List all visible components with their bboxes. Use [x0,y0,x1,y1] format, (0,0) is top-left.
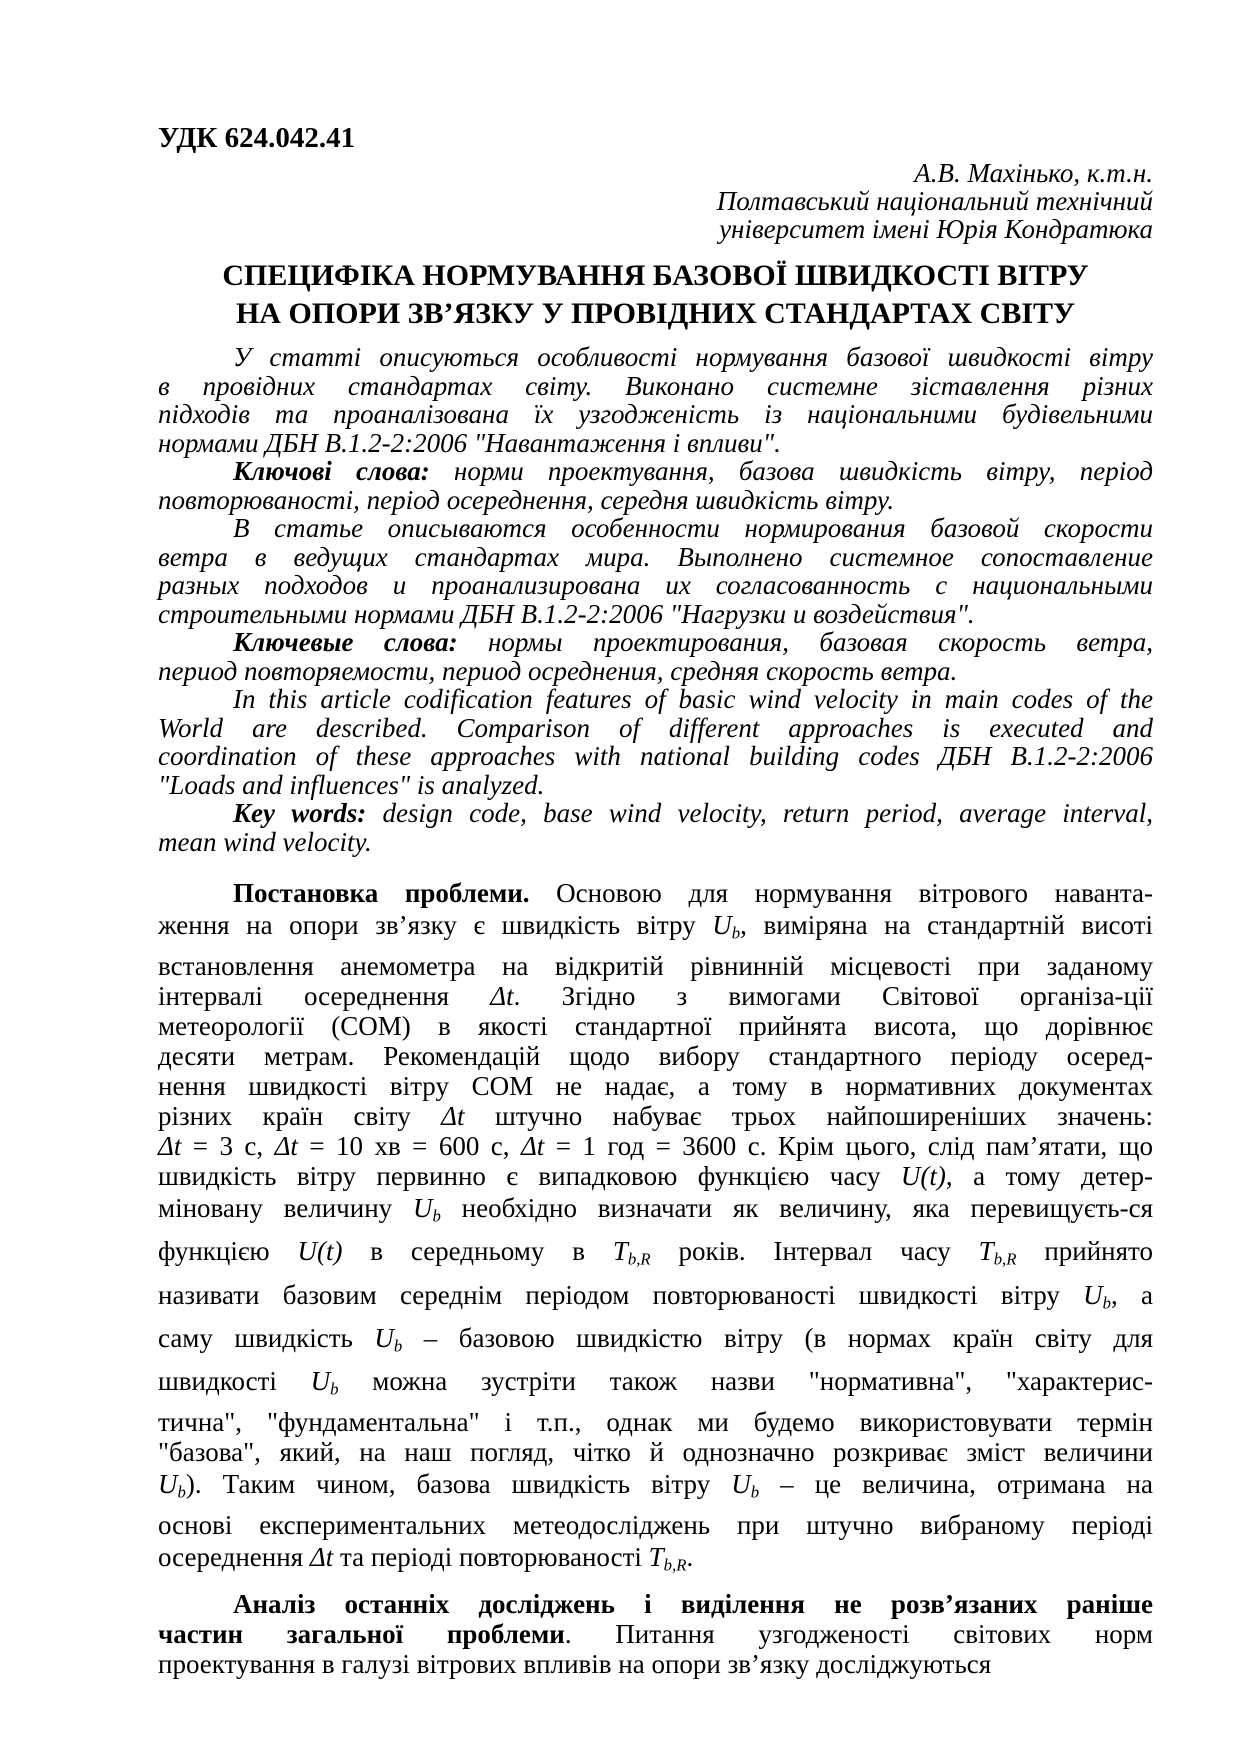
text-segment: Δt [309,1542,334,1573]
abstract-en [158,685,1153,799]
text-segment: в провідних стандартах світу. Виконано системне зіставлення різних [158,370,1153,401]
text-segment: U(t) [297,1236,343,1267]
text-segment: период повторяемости, период осреднения, средняя скорость ветра. [158,655,958,686]
text-segment: швидкість вітру первинно є випадковою функцією часу [158,1161,901,1192]
text-segment: World are described. Comparison of different approaches is executed and [158,712,1153,743]
text-line [158,1041,1153,1071]
text-segment: . Питання узгодженості світових норм [564,1619,1153,1650]
text-segment: b,R [993,1250,1017,1270]
text-segment: осереднення [158,1542,310,1573]
text-segment: Δt [490,981,514,1012]
text-segment: – це величина, отримана на [759,1469,1153,1500]
text-line [158,372,1153,401]
abstract-ua [158,343,1153,457]
text-segment: design code, base wind velocity, return period, average interval, [382,798,1154,828]
author-affiliation-line-2: університет імені Юрія Кондратюка [719,214,1153,244]
text-line [158,1101,1153,1131]
text-segment: U [412,1193,433,1224]
text-segment: b [393,1336,403,1356]
text-segment: підходів та проаналізована їх узгодженість із національними будівельними [158,399,1153,429]
text-line [158,1011,1153,1041]
text-segment: "Loads and influences" is analyzed. [158,769,545,800]
text-line [158,828,1153,857]
text-segment: Аналіз останніх досліджень і виділення не розв’язаних раніше [233,1589,1153,1620]
author-name: А.В. Махінько, к.т.н. [914,158,1153,188]
text-line [158,799,1153,828]
paragraph-problem-statement [158,878,1153,1583]
text-segment: в середньому в [342,1236,613,1267]
text-line [158,685,1153,714]
text-segment: U(t) [900,1161,946,1192]
text-line [158,1540,1153,1583]
text-segment: різних країн світу [158,1101,442,1132]
text-segment: . [686,1542,694,1573]
udc-code: УДК 624.042.41 [158,122,356,154]
text-segment: називати базовим середнім періодом повторюваності швидкості вітру [158,1279,1084,1310]
text-segment: нормами ДБН В.1.2-2:2006 "Навантаження і впливи". [158,427,781,458]
text-segment: встановлення анемометра на відкритій рівнинній місцевості при заданому [158,951,1153,982]
text-segment: основі експериментальних метеодосліджень при штучно вибраному періоді [158,1510,1153,1541]
text-segment: разных подходов и проанализирована их согласованность с национальными [158,570,1153,600]
text-segment: нення швидкості вітру СОМ не надає, а тому в нормативних документах [158,1071,1153,1102]
text-segment: . Згідно з вимогами Світової організа-ції [513,981,1153,1012]
text-line [158,457,1153,486]
text-line [158,343,1153,372]
text-segment: інтервалі осереднення [158,981,491,1012]
text-segment: прийнято [1016,1236,1153,1267]
text-segment: функцією [158,1236,298,1267]
text-line [158,878,1153,908]
text-segment: Постановка проблеми. [233,878,557,908]
text-segment: U [158,1469,178,1500]
text-line [158,600,1153,629]
text-segment: Ключевые слова: [233,627,488,657]
text-segment: необхідно визначати як величину, яка перевищуєть-ся [440,1193,1153,1224]
text-segment: Key words: [233,798,383,828]
text-line [158,486,1153,515]
text-line [158,951,1153,981]
text-segment: нормы проектирования, базовая скорость ветра, [488,627,1153,657]
text-line [158,571,1153,600]
text-segment: mean wind velocity. [158,826,372,857]
text-line [158,1131,1153,1161]
text-line [158,1161,1153,1191]
text-segment: coordination of these approaches with national building codes ДБН В.1.2-2:2006 [158,741,1153,771]
text-segment: Δt [274,1131,298,1162]
text-segment: Δt [520,1131,545,1162]
text-segment: b [330,1379,339,1399]
text-segment: проектування в галузі вітрових впливів на опори зв’язку досліджуються [158,1649,992,1680]
text-segment: b,R [627,1250,651,1270]
text-segment: b [432,1206,441,1226]
text-line [158,714,1153,743]
text-segment: тична", "фундаментальна" і т.п., однак ми будемо використовувати термін [158,1407,1153,1438]
text-segment: повторюваності, період осереднення, середня швидкість вітру. [158,484,895,515]
text-segment: , виміряна на стандартній висоті [740,910,1153,940]
text-segment: частин загальної проблеми [158,1619,565,1650]
text-line [158,1278,1153,1321]
text-line [158,543,1153,572]
keywords-ru [158,628,1153,685]
text-segment: норми проектування, базова швидкість вітру, період [453,456,1154,486]
text-line [158,981,1153,1011]
text-segment: b [177,1482,186,1502]
text-line [158,1437,1153,1467]
text-segment: b,R [663,1555,687,1575]
text-line [158,514,1153,543]
text-segment: штучно набуває трьох найпоширеніших значень: [464,1101,1154,1132]
text-segment: років. Інтервал часу [650,1236,979,1267]
text-segment: та періоді повторюваності [333,1542,649,1573]
abstract-ru [158,514,1153,628]
text-segment: У статті описуються особливості нормування базової швидкості вітру [233,342,1153,372]
text-segment: , а [1111,1279,1153,1310]
text-segment: саму швидкість [158,1322,375,1353]
text-line [158,1321,1153,1364]
text-line [158,1510,1153,1540]
text-line [158,1191,1153,1234]
text-segment: b [1102,1293,1112,1313]
article-title [158,257,1153,333]
author-block [158,159,1153,243]
text-segment: b [731,923,741,943]
text-line [158,742,1153,771]
text-segment: , а тому детер- [945,1161,1153,1192]
text-segment: b [750,1482,760,1502]
text-segment: = 1 год = 3600 с. Крім цього, слід пам’ятати, що [544,1131,1153,1162]
article-title-line-2: НА ОПОРИ ЗВ’ЯЗКУ У ПРОВІДНИХ СТАНДАРТАХ СВІТУ [235,297,1076,330]
text-segment: ветра в ведущих стандартах мира. Выполнено системное сопоставление [158,541,1153,572]
text-line [158,400,1153,429]
text-line [158,1071,1153,1101]
text-line [158,429,1153,458]
text-segment: U [1083,1279,1103,1310]
text-line [158,628,1153,657]
text-segment: = 3 с, [181,1131,275,1162]
text-line [158,1649,1153,1679]
author-affiliation-line-1: Полтавський національний технічний [716,186,1153,216]
text-line [158,1619,1153,1649]
paragraph-analysis [158,1589,1153,1679]
text-segment: міновану величину [158,1193,413,1224]
text-segment: = 10 хв = 600 с, [297,1131,521,1162]
text-segment: десяти метрам. Рекомендацій щодо вибору стандартного періоду осеред- [158,1041,1153,1072]
text-segment: In this article codification features of basic wind velocity in main codes of the [233,684,1153,714]
text-segment: швидкості [158,1365,311,1396]
text-segment: U [374,1322,394,1353]
text-segment: можна зустріти також назви "нормативна", "характерис- [338,1365,1153,1396]
text-segment: "базова", який, на наш погляд, чітко й однозначно розкриває зміст величини [158,1437,1153,1468]
text-segment: U [712,910,732,940]
text-segment: T [612,1236,628,1267]
text-line [158,1589,1153,1619]
text-line [158,1234,1153,1277]
text-segment: T [648,1542,664,1573]
text-segment: Основою для нормування вітрового наванта- [556,878,1153,908]
text-line [158,1364,1153,1407]
text-segment: T [978,1236,994,1267]
text-segment: В статье описываются особенности нормирования базовой скорости [233,513,1153,543]
text-segment: метеорології (СОМ) в якості стандартної прийнята висота, що дорівнює [158,1011,1153,1042]
text-segment: U [310,1365,331,1396]
text-segment: U [731,1469,751,1500]
text-segment: Δt [441,1101,465,1132]
text-line [158,1407,1153,1437]
text-line [158,1467,1153,1510]
text-segment: ). Таким чином, базова швидкість вітру [185,1469,732,1500]
text-segment: Δt [158,1131,182,1162]
text-line [158,908,1153,951]
text-segment: ження на опори зв’язку є швидкість вітру [158,910,713,940]
article-content [158,343,1153,1679]
text-line [158,657,1153,686]
text-segment: – базовою швидкістю вітру (в нормах країн світу для [402,1322,1154,1353]
keywords-ua [158,457,1153,514]
text-line [158,771,1153,800]
keywords-en [158,799,1153,856]
text-segment: строительными нормами ДБН В.1.2-2:2006 "Нагрузки и воздействия". [158,598,975,629]
article-title-line-1: СПЕЦИФІКА НОРМУВАННЯ БАЗОВОЇ ШВИДКОСТІ ВІТРУ [222,259,1089,292]
text-segment: Ключові слова: [233,456,454,486]
